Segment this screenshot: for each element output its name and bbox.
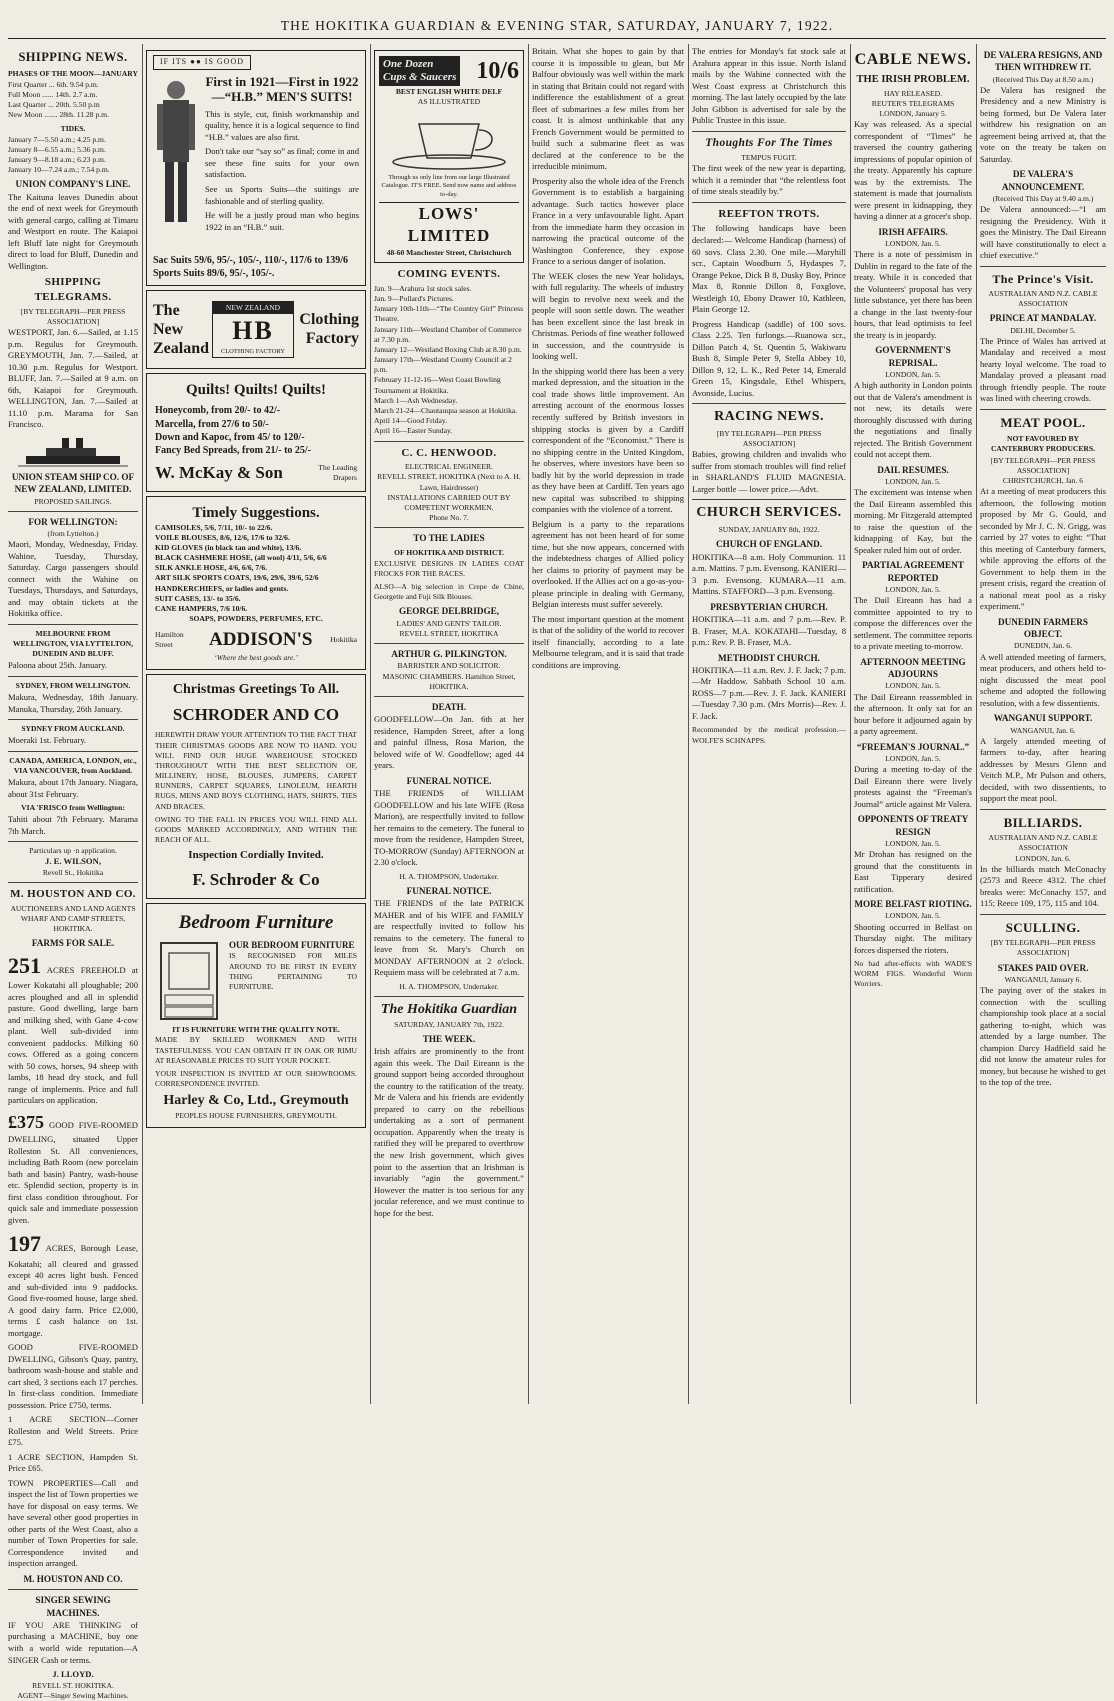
opponents-resign: OPPONENTS OF TREATY RESIGN <box>857 814 969 837</box>
delbridge-sub: LADIES' AND GENTS' TAILOR. <box>396 618 502 628</box>
moon-row: Full Moon ...... 14th. 2.7 a.m. <box>8 90 98 100</box>
dateline: DUNEDIN, Jan. 6. <box>1014 641 1072 651</box>
received-time-2: (Received This Day at 9.40 a.m.) <box>992 194 1094 204</box>
cups-price: 10/6 <box>476 58 519 84</box>
inspection: Inspection Cordially Invited. <box>188 849 324 862</box>
bedroom-our: OUR BEDROOM FURNITURE <box>229 940 355 951</box>
dateline: LONDON, Jan. 5. <box>885 369 941 379</box>
bedroom-made: MADE BY SKILLED WORKMEN AND WITH TASTEFULNESS. YOU CAN OBTAIN IT IN OAK OR RIMU AT REASONABLE PRICES TO SUIT YOUR POCKET. <box>155 1035 357 1065</box>
column-news <box>692 46 846 1406</box>
timely-item: CAMISOLES, 5/6, 7/11, 10/- to 22/6. <box>155 522 273 532</box>
dateline: LONDON, Jan. 5. <box>885 911 941 921</box>
meeting-adjourns: AFTERNOON MEETING ADJOURNS <box>860 656 966 680</box>
editorial-para: The WEEK closes the new Year holidays, with full regularity. The wheels of industry will begin to revolve next week and the people will soon settle down. The weather has been excellent since the last break in Christmas. Periods of fine weather followed in succession, and the countryside is looking well. <box>532 270 684 362</box>
addison-right: Hokitika <box>330 634 357 644</box>
mckay-sub: The Leading Drapers <box>318 462 357 483</box>
undertaker-2: H. A. THOMPSON, Undertaker. <box>399 981 499 991</box>
proposed-sailings: PROPOSED SAILINGS. <box>34 496 112 506</box>
cups-line-1: One Dozen <box>383 58 434 71</box>
belfast-rioting: MORE BELFAST RIOTING. <box>854 899 972 910</box>
houston-sub2: WHARF AND CAMP STREETS, HOKITIKA. <box>20 914 126 934</box>
devalera-announcement: DE VALERA'S ANNOUNCEMENT. <box>1001 169 1085 192</box>
event-item: January 17th—Westland County Council at 2 p.m. <box>374 355 512 375</box>
agent-address: Revell St., Hokitika <box>42 867 104 877</box>
govt-reprisal: GOVERNMENT'S REPRISAL. <box>875 345 951 368</box>
union-line-heading: UNION COMPANY'S LINE. <box>15 179 131 190</box>
cups-catalogue: Through us only line from our large Illustrated Catalogue. IT'S FREE. Send now name and address to-day. <box>381 173 517 198</box>
guardian-date: SATURDAY, JANUARY 7th, 1922. <box>394 1019 504 1029</box>
moon-row: New Moon ....... 28th. 11.28 p.m. <box>8 110 109 120</box>
event-item: January 12—Westland Boxing Club at 8.30 p.m. <box>374 344 522 354</box>
church-date: SUNDAY, JANUARY 8th, 1922. <box>718 525 820 535</box>
reefton-heading: REEFTON TROTS. <box>718 207 820 220</box>
timely-title: Timely Suggestions. <box>192 504 320 521</box>
editorial-para: Prosperity also the whole idea of the French Government is to establish a bargaining advantage. Such tactics however place France in a very unfavourable light. Apart from the immediate harm they occasion in narrowing the practical outcome of the Washington Conference, they expose France to a serious danger of isolation. <box>532 175 684 267</box>
methodist: METHODIST CHURCH. <box>718 652 820 663</box>
pilkington-sub: BARRISTER AND SOLICITOR. <box>397 661 501 671</box>
column-shipping <box>8 46 138 1700</box>
farms-for-sale: FARMS FOR SALE. <box>31 938 115 949</box>
dateline: LONDON, Jan. 5. <box>885 838 941 848</box>
quilts-line: Honeycomb, from 20/- to 42/- <box>155 405 281 417</box>
death-text: GOODFELLOW—On Jan. 6th at her residence, Hampden Street, after a long and painful illness, Rosa Marion, the beloved wife of W. Goodfellow; aged 44 years. <box>374 714 524 771</box>
timely-item: SUIT CASES, 13/- to 35/6. <box>155 593 241 603</box>
church-england: CHURCH OF ENGLAND. <box>715 539 823 550</box>
stakes-paid: STAKES PAID OVER. <box>997 962 1089 973</box>
reuters-tag: REUTER'S TELEGRAMS <box>871 98 955 108</box>
houston-sub: AUCTIONEERS AND LAND AGENTS <box>10 903 136 913</box>
wellington-text: Maori, Monday, Wednesday, Friday. Wahine, Tuesday, Thursday, Saturday. Cargo passengers should connect with the Wahine on Tuesdays, Thursdays, and Saturdays, and may obtain tickets at the Hokitika office. <box>8 539 138 619</box>
schroder-text-2: OWING TO THE FALL IN PRICES YOU WILL FIND ALL GOODS MARKED ACCORDINGLY, AND WITHIN THE REACH OF ALL. <box>155 814 357 845</box>
dateline: LONDON, Jan. 5. <box>885 681 941 691</box>
frisco-text: Tahiti about 7th February. Marama 7th March. <box>8 814 138 836</box>
mandalay: PRINCE AT MANDALAY. <box>989 313 1097 324</box>
thoughts-heading: Thoughts For The Times <box>705 136 833 149</box>
funeral-heading: FUNERAL NOTICE. <box>406 775 492 786</box>
henwood-phone: Phone No. 7. <box>429 513 469 523</box>
timely-ad <box>146 496 366 670</box>
irish-problem: THE IRISH PROBLEM. <box>856 74 970 86</box>
tide-row: January 7—5.50 a.m.; 4.25 p.m. <box>8 134 106 144</box>
the-week-heading: THE WEEK. <box>422 1034 476 1045</box>
funeral-text-2: THE FRIENDS of the late PATRICK MAHER and of his WIFE and FAMILY are respectfully invited to follow his remains to the cemetery. The funeral to leave from St. Mary's Church on MONDAY AFTERNOON at 2 o'clock. Requiem mass will be celebrated at 7 a.m. <box>374 898 524 978</box>
addison-name: ADDISON'S <box>208 629 313 651</box>
cable-text: De Valera announced:—“I am resigning the Presidency. With it goes the Ministry. The Dail Eireann will have constitutionally to elect a chief executive.” <box>980 204 1106 261</box>
cable-text: At a meeting of meat producers this afternoon, the following motion proposed by Mr G. Gould, and seconded by Mr J. C. N. Grigg, was carried by 27 votes to eight: “That this meeting of Canterbury farmers, while approving the efforts of the Government to help them in the present crisis, regard the creation of a national meat pool as a risky experiment.” <box>980 486 1106 612</box>
hb-body-4: He will be a justly proud man who begins 1922 in an “H.B.” suit. <box>205 210 359 232</box>
column-rule <box>976 44 977 1404</box>
reefton-text-2: Progress Handicap (saddle) of 100 sovs. Class 2.25. Ten furlongs.—Ruanowa scr., Dillon Patch 4, St. Quentin 5, Wakiwaru Bush 8, Simple Peter 9, Stella Abbey 10, Dillon 9, 12, L. K., Red Peter 14, Emerald Green 15, Kingsdale, Ethel Whispers, Avonside, Lucius. <box>692 318 846 398</box>
ladies-to: TO THE LADIES <box>413 533 485 544</box>
frisco-heading: VIA 'FRISCO from Wellington: <box>21 803 125 813</box>
sac-suits-prices: Sac Suits 59/6, 95/-, 105/-, 110/-, 117/6 to 139/6 <box>153 254 349 266</box>
column-rule <box>370 44 371 1404</box>
tides-heading: TIDES. <box>60 123 86 133</box>
event-item: Jan. 9—Pollard's Pictures. <box>374 294 454 304</box>
pilkington-address: MASONIC CHAMBERS. Hamilton Street, HOKITIKA. <box>382 671 516 691</box>
cable-text: The Dail Eireann has had a committee appointed to try to compose the differences over the settlement. The committee reports to a private meeting to-morrow. <box>854 595 972 652</box>
editorial-para: Britain. What she hopes to gain by that course it is impossible to glean, but Mr Balfour obviously was well within the mark in stating that Britain could not regard with indifference the establishment of a great fleet of submarines a few miles from her coast. It is almost unthinkable that any French Government would be permitted to build such a submarine fleet as was declared at the conference to be the irreducible minimum. <box>532 46 684 172</box>
thoughts-text: The first week of the new year is departing, which it a reminder that “the relentless foot of time steals steadily by.” <box>692 163 846 197</box>
singer-title: SINGER SEWING MACHINES. <box>35 1595 111 1618</box>
farm-251-number: 251 <box>8 952 41 978</box>
man-in-suit-illustration <box>153 74 199 254</box>
prince-heading: The Prince's Visit. <box>992 271 1094 286</box>
methodist-text: HOKITIKA—11 a.m. Rev. J. F. Jack; 7 p.m.—Mr Haddow. Sabbath School 10 a.m. ROSS—7 p.m.—Rev. J. F. Jack. KANIERI—Tuesday 7.30 p.m. (Mrs Morris)—Rev. J. F. Jack. <box>692 664 846 721</box>
dateline: WANGANUI, Jan. 6. <box>1010 725 1076 735</box>
column-rule <box>688 44 689 1404</box>
moon-row: First Quarter ... 6th. 9.54 p.m. <box>8 79 99 89</box>
column-rule <box>850 44 851 1404</box>
wardrobe-illustration <box>155 939 223 1025</box>
cable-text: In the billiards match McConachy (2573 and Reece 4312. The chief breaks were: McConachy 157, and 115; Reece 109, 175, 115 and 104. <box>980 863 1106 909</box>
tide-row: January 9—8.18 a.m.; 6.23 p.m. <box>8 155 106 165</box>
farm-197-number: 197 <box>8 1231 41 1257</box>
tide-row: January 8—6.55 a.m.; 5.36 p.m. <box>8 144 106 154</box>
melbourne-text: Paloona about 25th. January. <box>8 660 107 671</box>
cups-sub: BEST ENGLISH WHITE DELF <box>395 87 503 97</box>
cable-text: A high authority in London points out that de Valera's amendment is not new, its details were thoroughly discussed with during the negotiations and finally rejected. The British Government could not accept them. <box>854 380 972 460</box>
guardian-logo: The Hokitika Guardian <box>380 1002 518 1018</box>
event-item: January 10th-11th—“The Country Girl” Princess Theatre. <box>374 304 524 324</box>
news-para: The entries for Monday's fat stock sale at Arahura appear in this issue. North Island mails by the Wahine connected with the West Coast express at Christchurch this morning. The last lately occupied by the late John Gibbon is advertised for sale by the Public Trustee in this issue. <box>692 46 846 126</box>
hb-logo-banner: NEW ZEALAND <box>213 302 293 314</box>
column-cable-2 <box>980 46 1106 1406</box>
lows-cups-ad <box>374 50 524 263</box>
for-wellington: FOR WELLINGTON: <box>28 516 118 527</box>
newspaper-page <box>8 0 1106 1700</box>
prince-tag: AUSTRALIAN AND N.Z. CABLE ASSOCIATION <box>988 288 1098 309</box>
cable-text: A well attended meeting of farmers, meat producers, and others held to-night discussed the meat pool scheme and adopted the following resolution, with a few dissentients. <box>980 651 1106 708</box>
henwood-install: INSTALLATIONS CARRIED OUT BY COMPETENT WORKMEN. <box>387 492 511 512</box>
schroder-title: SCHRODER AND CO <box>172 704 340 724</box>
singer-text: IF YOU ARE THINKING of purchasing a MACHINE, buy one with a world wide reputation—A SINGER Cash or terms. <box>8 1619 138 1665</box>
event-item: April 14—Good Friday. <box>374 416 448 426</box>
xmas-title: Christmas Greetings To All. <box>172 681 340 697</box>
racing-text: Babies, growing children and invalids who suffer from stomach troubles will find relief in SHARLAND'S FLUID MAGNESIA. Larger bottle — lower price.—Advt. <box>692 449 846 494</box>
funeral-heading-2: FUNERAL NOTICE. <box>406 885 492 896</box>
billiards-tag: AUSTRALIAN AND N.Z. CABLE ASSOCIATION <box>988 833 1098 853</box>
canada-text: Makura, about 17th January. Niagara, about 31st February. <box>8 777 138 799</box>
hb-factory-left: The New Zealand <box>153 301 210 357</box>
event-item: March 1—Ash Wednesday. <box>374 395 458 405</box>
hb-logo-bottom: CLOTHING FACTORY <box>220 348 286 356</box>
mckay-name: W. McKay & Son <box>155 462 283 482</box>
bedroom-title: Bedroom Furniture <box>178 911 334 933</box>
town-properties-text: TOWN PROPERTIES—Call and inspect the list of Town properties we have for disposal on easy terms. We have several other good properties in other parts of the West Coast, also a number of Town Properties for sale. Correspondence invited and inspection arranged. <box>8 1477 138 1569</box>
sydney-auckland-heading: SYDNEY FROM AUCKLAND. <box>21 724 125 734</box>
from-lyttelton: (from Lyttelton.) <box>47 529 99 539</box>
coming-events-heading: COMING EVENTS. <box>397 268 501 281</box>
dateline: WANGANUI, January 6. <box>1004 974 1082 984</box>
quilts-line: Fancy Bed Spreads, from 21/- to 25/- <box>155 445 312 457</box>
dateline: LONDON, Jan. 6. <box>1015 853 1071 863</box>
moon-list <box>8 80 138 121</box>
cups-line-2: Cups & Saucers <box>383 71 457 84</box>
dateline: CHRISTCHURCH, Jan. 6 <box>1002 475 1084 485</box>
sculling-heading: SCULLING. <box>1005 919 1081 935</box>
shipping-telegrams-heading: SHIPPING TELEGRAMS. <box>34 276 112 304</box>
dateline: LONDON, Jan. 5. <box>885 238 941 248</box>
timely-item: VOILE BLOUSES, 8/6, 12/6, 17/6 to 32/6. <box>155 532 290 542</box>
dateline: LONDON, Jan. 5. <box>885 753 941 763</box>
houston-title: M. HOUSTON AND CO. <box>10 888 136 901</box>
hb-factory-ad <box>146 290 366 370</box>
timely-item: BLACK CASHMERE HOSE, (all wool) 4/11, 5/6, 6/6 <box>155 553 327 563</box>
steamship-icon <box>18 434 128 468</box>
melbourne-heading: MELBOURNE FROM WELLINGTON, VIA LYTTELTON, DUNEDIN AND BLUFF. <box>12 628 134 659</box>
farm-197-text: ACRES, Borough Lease, Kokatahi; all cleared and grassed except 40 acres light bush. Fenced and sub-divided into 9 paddocks. Good five-roomed house, large shed. A good dairy farm. Price £2,000, terms £ cash balance on 1st. mortgage. <box>8 1243 138 1338</box>
sydney-wellington-heading: SYDNEY, FROM WELLINGTON. <box>15 680 131 690</box>
dateline: LONDON, Jan. 5. <box>885 584 941 594</box>
timely-item: SILK ANKLE HOSE, 4/6, 6/6, 7/6. <box>155 563 268 573</box>
event-item: January 11th—Westland Chamber of Commerce at 7.30 p.m. <box>374 324 522 344</box>
event-item: Jan. 9—Arahura 1st stock sales. <box>374 283 472 293</box>
particulars: Particulars up ·n application. <box>29 846 117 856</box>
presbyterian: PRESBYTERIAN CHURCH. <box>710 601 828 612</box>
henwood-name: C. C. HENWOOD. <box>401 446 497 459</box>
canada-heading: CANADA, AMERICA, LONDON, etc., VIA VANCOUVER, from Auckland. <box>9 755 137 775</box>
cable-text: Shooting occurred in Belfast on Thursday night. The military forces dispersed the rioters. <box>854 921 972 955</box>
good-dwelling-text: GOOD FIVE-ROOMED DWELLING, Gibson's Quay, pantry, bathroom wash-house and stable and cart shed, 3 sections each 17 perches. In first-class condition. Immediate possession. Price £750, terms. <box>8 1342 138 1410</box>
ladies-of: OF HOKITIKA AND DISTRICT. <box>394 547 504 557</box>
bedroom-text: IS RECOGNISED FOR MILES AROUND TO BE FIRST IN EVERY THING PERTAINING TO FURNITURE. <box>229 951 357 991</box>
bedroom-ad <box>146 903 366 1128</box>
telegrams-text: WESTPORT, Jan. 6.—Sailed, at 1.15 p.m. Regulus for Greymouth. GREYMOUTH, Jan. 7.—Sailed, at 10.30 p.m. Regulus for Westport. BLUFF, Jan. 7.—Sailed at 9 a.m. on 6th, Kaiapoi for Greymouth. WELLINGTON, Jan. 7.—Sailed at 11.10 p.m. Marama for San Francisco. <box>8 327 138 430</box>
hb-logo <box>212 301 294 359</box>
if-its-badge: IF ITS ●● IS GOOD <box>153 55 251 70</box>
house-375-number: £375 <box>8 1111 44 1132</box>
addison-left: Hamilton Street <box>155 629 184 650</box>
houston-signature: M. HOUSTON AND CO. <box>23 1573 123 1584</box>
cups-illustrated: AS ILLUSTRATED <box>417 97 481 107</box>
undertaker: H. A. THOMPSON, Undertaker. <box>399 871 499 881</box>
house-375-text: GOOD FIVE-ROOMED DWELLING, situated Upper Rolleston St. All conveniences, including Bath Room (new porcelain bath and basin) Pantry, wash-house etc. Splendid section, property is in first class condition throughout. For quick sale and immediate possession given. <box>8 1119 138 1225</box>
hb-suits-ad <box>146 50 366 286</box>
farm-251-text: ACRES FREEHOLD at Lower Kokatahi all ploughable; 200 acres ploughed and all in splendid pasture. Good dwelling, large barn and milking shed, with Gane 4-cow plant. Well sub-divided into convenient paddocks. Milking 60 cows. Offered as a going concern with 50 cows, horses, 94 sheep with lambs, 18 head dry stock, and full range of implements. Price and full particulars on application. <box>8 964 138 1106</box>
sydney-wellington-text: Makura, Wednesday, 18th January. Manuka, Thursday, 26th January. <box>8 692 138 714</box>
hb-body-1: This is style, cut, finish workmanship and quality, hence it is a logical sequence to find “H.B.” values are also first. <box>205 108 359 142</box>
schroder-signature: F. Schroder & Co <box>192 870 320 890</box>
cup-and-saucer-illustration <box>379 110 519 172</box>
dunedin-heading: DUNEDIN FARMERS OBJECT. <box>998 616 1088 640</box>
bedroom-quality: IT IS FURNITURE WITH THE QUALITY NOTE. <box>172 1025 340 1035</box>
event-item: March 21-24—Chautauqua season at Hokitika. <box>374 405 518 415</box>
harley-name: Harley & Co, Ltd., Greymouth <box>163 1093 349 1109</box>
cable-news-heading: CABLE NEWS. <box>854 51 972 68</box>
column-ads <box>146 46 366 1406</box>
death-heading: DEATH. <box>431 701 467 712</box>
sculling-tag: [BY TELEGRAPH—PER PRESS ASSOCIATION] <box>990 938 1096 958</box>
partial-agreement: PARTIAL AGREEMENT REPORTED <box>862 560 964 583</box>
timely-item: HANDKERCHIEFS, or ladies and gents. <box>155 583 289 593</box>
delbridge-address: REVELL STREET, HOKITIKA <box>399 628 499 638</box>
quilts-line: Marcella, from 27/6 to 50/- <box>155 418 269 430</box>
timely-item: ART SILK SPORTS COATS, 19/6, 29/6, 39/6, 52/6 <box>155 573 319 583</box>
lows-address: 48-60 Manchester Street, Christchurch <box>386 248 512 258</box>
cable-text: During a meeting to-day of the Dail Eireann there were lively protests against the “Freeman's Journal” article against Mr Valera. <box>854 764 972 809</box>
union-ss-title: UNION STEAM SHIP CO. OF NEW ZEALAND, LIMITED. <box>11 471 135 495</box>
schroder-text: HEREWITH DRAW YOUR ATTENTION TO THE FACT THAT THEIR CHRISTMAS GOODS ARE NOW TO HAND. YOU WILL FIND OUR HUGE WAREHOUSE STOCKED THROUGHOUT WITH THE BEST SELECTION OF, MILLINERY, HOSE, BLOUSES, JUMPERS, CARPET RUNNERS, CARPET SQUARES, LINOLEUM, HEARTH RUGS, MENS AND BOYS CLOTHING, HATS, SHIRTS, TIES AND BRACES. <box>155 730 357 811</box>
moon-row: Last Quarter ... 20th. 5.50 p.m <box>8 100 100 110</box>
lloyd-agent: AGENT—Singer Sewing Machines. <box>17 1690 129 1700</box>
racing-tag: [BY TELEGRAPH—PER PRESS ASSOCIATION] <box>716 428 822 449</box>
lloyd-address: REVELL ST. HOKITIKA. <box>32 1680 114 1690</box>
hay-released: HAY RELEASED. <box>883 88 943 98</box>
dateline: DELHI, December 5. <box>1010 325 1076 335</box>
cable-text: A largely attended meeting of farmers to-day, after hearing addresses by Messrs Glenn and Veitch M.P., Mr Pulson and others, decided, with two dissentients, to support the meat pool. <box>980 735 1106 804</box>
received-time: (Received This Day at 8.50 a.m.) <box>992 74 1094 84</box>
hb-body-3: See us Sports Suits—the suitings are fashionable and of sterling quality. <box>205 184 359 206</box>
masthead: THE HOKITIKA GUARDIAN & EVENING STAR, SATURDAY, JANUARY 7, 1922. <box>8 18 1106 39</box>
cable-text: The paying over of the stakes in connection with the sculling championship took place at a social gathering to-night, which was attended by a large number. The champion Darcy Hadfield said he did not know the amateur rules for money, but because he wished to get to the top of the tree. <box>980 985 1106 1088</box>
cable-text: The excitement was intense when the Dail Eireann assembled this morning. Mr Fitzgerald attempted to raise the question of the kidnapping of Kay, but the Speaker ruled him out of order. <box>854 487 972 555</box>
column-local <box>374 46 524 1406</box>
henwood-sub: ELECTRICAL ENGINEER. <box>405 462 493 472</box>
freemans-journal: “FREEMAN'S JOURNAL.” <box>856 741 970 752</box>
section-heading-shipping-news: SHIPPING NEWS. <box>18 50 128 64</box>
devalera-heading: DE VALERA RESIGNS, AND THEN WITHDREW IT. <box>983 50 1103 73</box>
event-item: February 11-12-16—West Coast Bowling Tournament at Hokitika. <box>374 375 501 395</box>
wanganui-heading: WANGANUI SUPPORT. <box>993 713 1093 724</box>
sydney-auckland-text: Moeraki 1st. February. <box>8 735 87 746</box>
presbyterian-text: HOKITIKA—11 a.m. and 7 p.m.—Rev. P. B. Fraser, M.A. KOKATAHI—Tuesday, 8 p.m.: Rev. P. B. Fraser, M.A. <box>692 614 846 648</box>
acre-rolleston-text: 1 ACRE SECTION—Corner Rolleston and Weld Streets. Price £75. <box>8 1414 138 1448</box>
moon-heading: PHASES OF THE MOON—JANUARY <box>8 68 138 78</box>
meat-pool-heading: MEAT POOL. <box>1000 414 1086 430</box>
agent-name: J. E. WILSON, <box>45 856 101 867</box>
timely-item: CANE HAMPERS, 7/6 10/6. <box>155 603 248 613</box>
hb-logo-letters: HB <box>232 315 274 345</box>
cable-text: The Prince of Wales has arrived at Mandalay and received a most hearty loyal welcome. The road to Mandalay proved a pleasant road through friendly people. The route was lined with cheering crowds. <box>980 335 1106 404</box>
union-line-text: The Kaituna leaves Dunedin about the end of next week for Greymouth with general cargo, calling at Timaru and Westport en route. The Kaiapoi left Bluff late night for Greymouth direct to load for Bluff, Dunedin and Wellington. <box>8 191 138 271</box>
telegraph-tag: [BY TELEGRAPH—PER PRESS ASSOCIATION] <box>20 306 126 327</box>
irish-affairs: IRISH AFFAIRS. <box>878 226 948 237</box>
editorial-para: Belgium is a party to the reparations agreement has not been heard of for some time, but she now appears, concerned with the indebtedness charges of Allied policy her claims to priority of payment may be overlooked. If the Allies act on a go-as-you-please principle in dealing with Germany, Belgian interests must suffer severely. <box>532 518 684 610</box>
cable-text: There is a note of pessimism in Dublin in regard to the fate of the treaty. While it is conceded that the Volunteers' proposal has very little substance, yet there has been a change in the last twenty-four hours, that lead optimists to feel the treaty is in jeopardy. <box>854 249 972 340</box>
meat-pool-sub: NOT FAVOURED BY CANTERBURY PRODUCERS. <box>990 434 1096 454</box>
hb-body-2: Don't take our “say so” as final; come in and see these fine suits for your own satisfaction. <box>205 146 359 180</box>
meat-pool-tag: [BY TELEGRAPH—PER PRESS ASSOCIATION] <box>990 455 1096 475</box>
timely-item: KID GLOVES (in black tan and white), 13/6. <box>155 542 302 552</box>
henwood-address: REVELL STREET, HOKITIKA (Next to A. H. Lawn, Hairdresser) <box>377 472 521 492</box>
schroder-ad <box>146 674 366 899</box>
lows-name: LOWS' LIMITED <box>379 202 519 249</box>
dail-resumes: DAIL RESUMES. <box>877 464 949 475</box>
wade-ad: No bad after-effects with WADE'S WORM FIGS. Wonderful Worm Worriers. <box>854 959 972 989</box>
editorial-para: The most important question at the moment is that of the solidity of the world to recover itself financially, according to a late Melbourne telegram, and it is said that trade conditions are improving. <box>532 613 684 670</box>
column-rule <box>142 44 143 1404</box>
quilts-title: Quilts! Quilts! Quilts! <box>185 382 327 399</box>
hb-headline: First in 1921—First in 1922—“H.B.” MEN'S SUITS! <box>205 73 359 105</box>
bedroom-inspection: YOUR INSPECTION IS INVITED AT OUR SHOWROOMS. CORRESPONDENCE INVITED. <box>155 1068 357 1089</box>
timely-soaps: SOAPS, POWDERS, PERFUMES, ETC. <box>189 614 323 624</box>
dateline: LONDON, Jan. 5. <box>885 477 941 487</box>
racing-heading: RACING NEWS. <box>714 409 824 425</box>
tide-row: January 10—7.24 a.m.; 7.54 p.m. <box>8 165 110 175</box>
sports-suits-prices: Sports Suits 89/6, 95/-, 105/-. <box>153 268 275 280</box>
quilts-line: Down and Kapoc, from 45/ to 120/- <box>155 431 305 443</box>
column-editorial <box>532 46 684 1406</box>
acre-hampden-text: 1 ACRE SECTION, Hampden St. Price £65. <box>8 1451 138 1474</box>
the-week-text: Irish affairs are prominently to the front again this week. The Dail Eireann is the ground support being accorded throughout the country to the ratification of the treaty. Mr de Valera and his friends are evidently prepared to carry on the rebellious undertaking as a sort of permanent occupation. Apparently when the treaty is ratified they will be prepared to overthrow the new Irish government, which gives point to the assertion that an Irishman is invariably “agin the government.” However the matter is too serious for any jocular reference, and we must continue to hope for the best. <box>374 1046 524 1218</box>
ladies-text: EXCLUSIVE DESIGNS IN LADIES COAT FROCKS FOR THE RACES. <box>374 558 524 578</box>
funeral-text: THE FRIENDS of WILLIAM GOODFELLOW and his late WIFE (Rosa Marion), are respectfully invited to follow her remains to the cemetery. The funeral to move from the residence, Hampden Street, TO-MORROW (Sunday) AFTERNOON at 2.30 o'clock. <box>374 788 524 868</box>
column-cable <box>854 46 972 1406</box>
cable-text: The Dail Eireann reassembled in the afternoon. It only sat for an hour before it adjourned again by a party agreement. <box>854 691 972 737</box>
cable-text: Mr Drohan has resigned on the ground that the constituents in East Tipperary desired ratification. <box>854 849 972 894</box>
dateline: LONDON, January 5. <box>879 108 947 118</box>
billiards-heading: BILLIARDS. <box>1003 814 1083 830</box>
church-england-text: HOKITIKA—8 a.m. Holy Communion. 11 a.m. Mattins. 7 p.m. Evensong. KANIERI—3 p.m. Evensong. KUMARA—11 a.m. Mattins. STAFFORD—3 p.m. Evensong. <box>692 551 846 597</box>
lloyd-name: J. LLOYD. <box>52 1669 94 1680</box>
column-rule <box>528 44 529 1404</box>
editorial-para: In the shipping world there has been a very marked depression, and the situation in the coal trade shows little improvement. An arresting account of the enormous losses recently suffered by British investors in shipping stocks is given by a Cardiff correspondent of the “Economist.” There is no shipping centre in the United Kingdom, he observes, where investors have been so badly hit by the world depression in trade as they have been at Cardiff. Ten years ago new capital was subscribed to shipping companies with the violence of a torrent. <box>532 365 684 515</box>
hb-factory-right: Clothing Factory <box>299 311 359 348</box>
wolfe-ad: Recommended by the medical profession.—WOLFE'S SCHNAPPS. <box>692 725 846 745</box>
church-heading: CHURCH SERVICES. <box>696 505 842 521</box>
cable-text: Kay was released. As a special correspondent of “Times” he traversed the country gathering impressions of popular opinion of the treaty. Apparently his capture was by the extremists. The statement is made that journalists were present in kidnapping, they having a dinner at a grocer's shop. <box>854 119 972 222</box>
ladies-also: ALSO—A big selection in Crepe de Chine, Georgette and Fuji Silk Blouses. <box>374 582 524 602</box>
thoughts-byline: TEMPUS FUGIT. <box>741 153 797 163</box>
event-item: April 16—Easter Sunday. <box>374 426 453 436</box>
quilts-ad <box>146 373 366 491</box>
pilkington-name: ARTHUR G. PILKINGTON. <box>391 649 507 660</box>
reefton-text: The following handicaps have been declared:— Welcome Handicap (harness) of 60 sovs. Class 2.30. One mile.—Maryhill scr., Captain Woodburn 5, Hydaspes 7, Orange Pekoe, Dick B 8, Dusky Boy, Prince Max 8, Ronnie Dillon 8, Foxglove, Westleigh 10, Ebony Drawer 10, Kathleen, Plain George 12. <box>692 223 846 315</box>
cable-text: De Valera has resigned the Presidency and a new Ministry is being formed, but De Valera later withdrew his resignation on an agreement being arrived at, that the vote on the treaty be taken on Saturday. <box>980 84 1106 164</box>
addison-tagline: ‘Where the best goods are.’ <box>214 652 298 662</box>
harley-sub: PEOPLES HOUSE FURNISHERS, GREYMOUTH. <box>175 1111 337 1121</box>
delbridge-name: GEORGE DELBRIDGE, <box>398 606 500 617</box>
